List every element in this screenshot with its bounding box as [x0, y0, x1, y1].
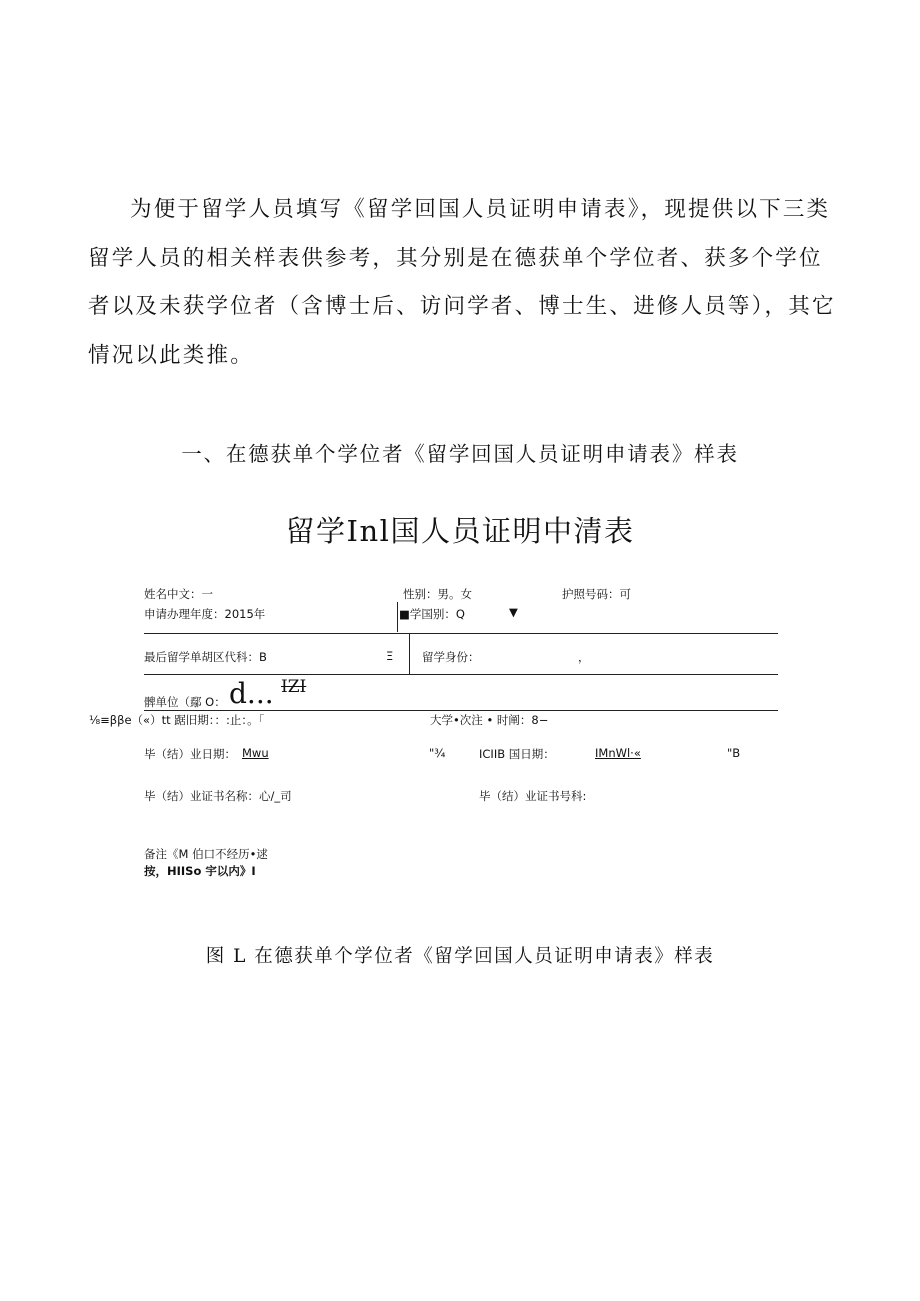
- divider: [144, 674, 778, 675]
- remark-line-1: 备注《M 伯口不经历•逑: [144, 847, 268, 861]
- return-date-value: IMnWl·«: [595, 746, 641, 760]
- study-identity-mark: ，: [578, 650, 590, 664]
- name-cn-field: 姓名中文：一: [144, 587, 213, 601]
- apply-year-field: 申请办理年度：2015年: [144, 607, 266, 621]
- last-unit-mark: Ξ: [386, 649, 394, 663]
- passport-field: 护照号码：可: [562, 587, 631, 601]
- return-date-label: ICIIB 国日期：: [479, 747, 555, 761]
- intro-paragraph: 为便于留学人员填写《留学回国人员证明申请表》，现提供以下三类留学人员的相关样表供参考，其分别是在德获单个学位者、获多个学位者以及未获学位者（含博士后、访问学者、博士生、进修人员等），其它情况以此类推。: [88, 197, 836, 368]
- last-unit-field: 最后留学单胡区代科：B: [144, 650, 267, 664]
- employ-unit-field: 髀单位（鄢 O：: [144, 695, 226, 709]
- form-title: 留学Inl国人员证明中清表: [285, 514, 635, 548]
- figure-caption: 图 L 在德获单个学位者《留学回国人员证明申请表》样表: [205, 946, 715, 967]
- return-date-end: "B: [727, 746, 741, 760]
- gender-field: 性别：男。女: [403, 587, 472, 601]
- study-period-field: ⅛≡ββe（«）tt 踞旧期：：:止：。「: [89, 713, 265, 727]
- cert-name-field: 毕（结）业证书名称：心/_司: [144, 789, 292, 803]
- divider: [397, 602, 398, 632]
- dropdown-arrow-icon[interactable]: ▼: [509, 605, 518, 619]
- study-identity-field: 留学身份：: [422, 650, 480, 664]
- employ-unit-strike: IZI: [281, 677, 307, 697]
- university-time-field: 大学•次注 • 时阐：8−: [430, 713, 549, 727]
- section-caption: 一、在德获单个学位者《留学回国人员证明申请表》样表: [181, 442, 739, 466]
- study-country-field: ■学国别：Q: [399, 607, 465, 621]
- grad-date-end: "¾: [429, 746, 446, 760]
- grad-date-label: 毕（结）业日期：: [144, 747, 236, 761]
- remark-line-2: 按，HIISo 宇以内》I: [144, 864, 256, 878]
- divider: [144, 633, 778, 634]
- employ-unit-scrawl: d...: [229, 677, 274, 710]
- cert-no-field: 毕（结）业证书号科:: [479, 789, 587, 803]
- divider: [409, 633, 410, 674]
- divider: [144, 710, 778, 711]
- grad-date-value: Mwu: [242, 746, 269, 760]
